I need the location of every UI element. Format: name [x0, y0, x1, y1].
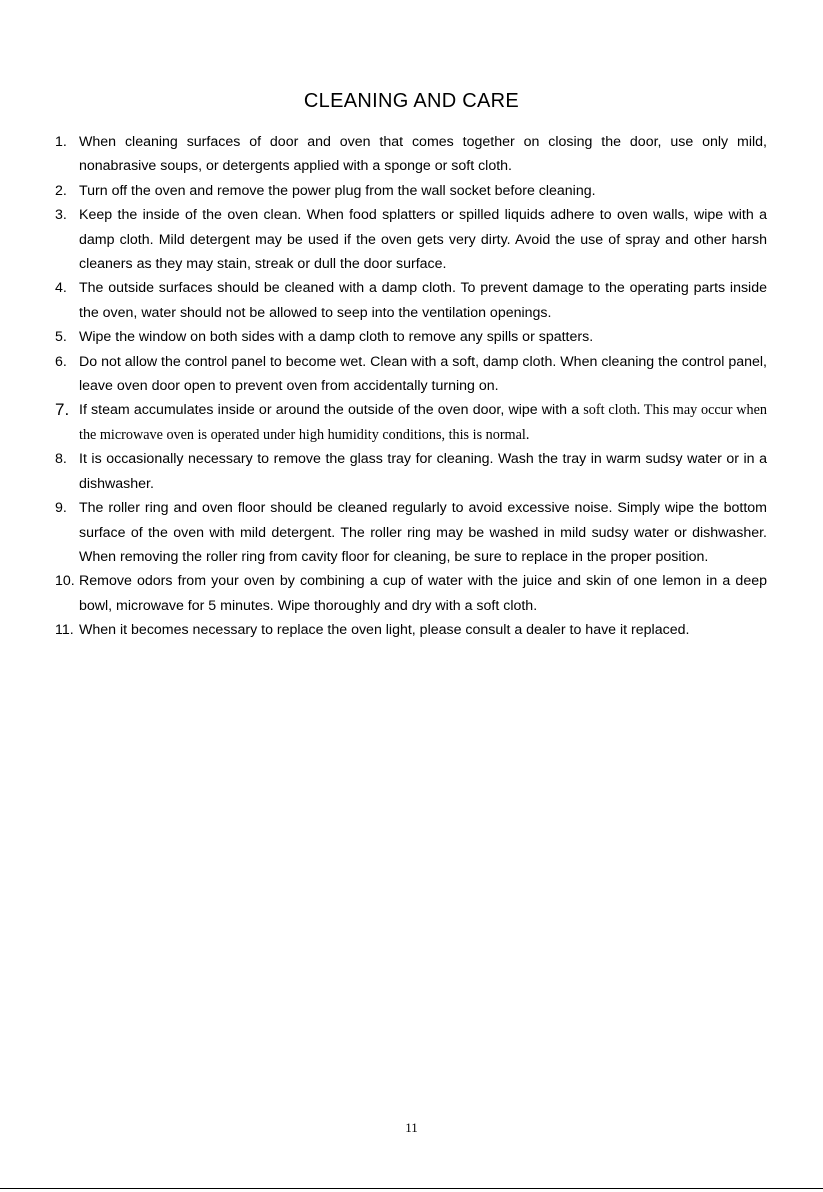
item-text [79, 398, 767, 447]
list-item [55, 276, 767, 325]
item-number: 5. [55, 329, 67, 346]
item-text: When it becomes necessary to replace the oven light, please consult a dealer to have it replaced. [79, 622, 690, 639]
item-number: 2. [55, 182, 67, 199]
item-number: 8. [55, 451, 67, 468]
list-item [55, 618, 767, 642]
item-text: Do not allow the control panel to become wet. Clean with a soft, damp cloth. When cleaning the control panel, leave oven door open to prevent oven from accidentally turning on. [79, 353, 767, 395]
item-number: 1. [55, 134, 67, 150]
list-item [55, 179, 767, 203]
bottom-divider [0, 1188, 823, 1189]
item-text: The outside surfaces should be cleaned with a damp cloth. To prevent damage to the operating parts inside the oven, water should not be allowed to seep into the ventilation openings. [79, 280, 767, 321]
item-number: 9. [55, 500, 67, 517]
item-text: The roller ring and oven floor should be cleaned regularly to avoid excessive noise. Simply wipe the bottom surface of the oven with mild detergent. The roller ring may be washed in mild sudsy water or dishwasher. When removing the roller ring from cavity floor for cleaning, be sure to replace in the proper position. [79, 500, 767, 565]
list-item [55, 398, 767, 447]
item-number: 11. [55, 622, 74, 639]
item-number: 7. [55, 400, 70, 420]
item-text-part: If steam accumulates inside or around the outside of the oven door, wipe with a [79, 402, 580, 419]
item-number: 10. [55, 573, 75, 590]
list-item [55, 447, 767, 496]
item-text-serif-part: soft cloth. This may occur when the microwave oven is operated under high humidity conditions, this is normal. [79, 402, 767, 443]
list-item [55, 496, 767, 569]
item-text: Turn off the oven and remove the power plug from the wall socket before cleaning. [79, 182, 596, 199]
item-text: It is occasionally necessary to remove the glass tray for cleaning. Wash the tray in warm sudsy water or in a dishwasher. [79, 451, 767, 492]
item-text: When cleaning surfaces of door and oven that comes together on closing the door, use only mild, nonabrasive soups, or detergents applied with a sponge or soft cloth. [79, 134, 767, 175]
item-text: Remove odors from your oven by combining a cup of water with the juice and skin of one lemon in a deep bowl, microwave for 5 minutes. Wipe thoroughly and dry with a soft cloth. [79, 573, 767, 614]
item-number: 3. [55, 207, 67, 224]
page-title: CLEANING AND CARE [303, 90, 520, 112]
cleaning-instructions-list [55, 130, 767, 643]
item-number: 4. [55, 280, 67, 297]
list-item [55, 130, 767, 179]
item-text: Keep the inside of the oven clean. When food splatters or spilled liquids adhere to oven walls, wipe with a damp cloth. Mild detergent may be used if the oven gets very dirty. Avoid the use of spray and other harsh cleaners as they may stain, streak or dull the door surface. [79, 207, 767, 273]
item-text: Wipe the window on both sides with a damp cloth to remove any spills or spatters. [79, 329, 594, 346]
list-item [55, 325, 767, 349]
page-number: 11 [405, 1120, 418, 1135]
list-item [55, 203, 767, 276]
list-item [55, 569, 767, 618]
item-number: 6. [55, 353, 67, 370]
list-item [55, 350, 767, 399]
